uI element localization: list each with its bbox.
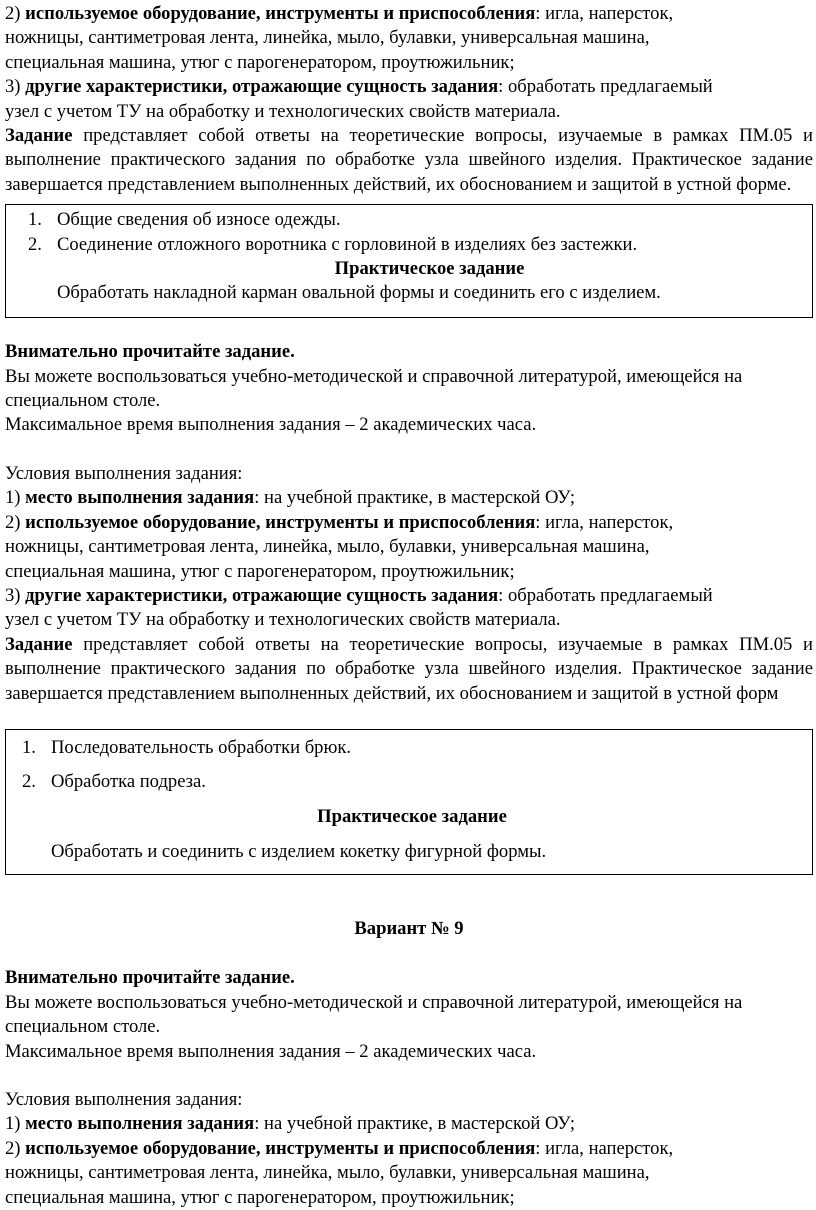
conditions-heading: Условия выполнения задания: [5, 462, 243, 484]
question-list [22, 736, 802, 795]
condition-equipment-line3: специальная машина, утюг с парогенератором, проутюжильник; [5, 1186, 515, 1208]
instructions-block-2 [5, 340, 813, 706]
variant-9 [5, 917, 813, 1210]
condition-characteristics: 3) другие характеристики, отражающие сущность задания: обработать предлагаемый [5, 76, 713, 98]
document-page [5, 2, 813, 1210]
list-item: 2. Соединение отложного воротника с горловиной в изделиях без застежки. [28, 233, 638, 255]
literature-note: Вы можете воспользоваться учебно-методической и справочной литературой, имеющейся на [5, 991, 743, 1013]
task-box-1 [5, 204, 813, 318]
time-limit: Максимальное время выполнения задания – 2 академических часа. [5, 1040, 537, 1062]
task-box-2 [5, 729, 813, 875]
condition-characteristics-line2: узел с учетом ТУ на обработку и технологических свойств материала. [5, 609, 561, 631]
condition-equipment-line2: ножницы, сантиметровая лента, линейка, мыло, булавки, универсальная машина, [5, 27, 650, 49]
task-description: Задание представляет собой ответы на теоретические вопросы, изучаемые в рамках ПМ.05 и выполнение практического задания по обработке узла швейного изделия. Практическое задание завершается представлением выполненных действий, их обоснованием и защитой в устной форм [5, 633, 813, 704]
variant-title: Вариант № 9 [354, 917, 464, 939]
question-list [28, 208, 802, 257]
literature-note: Вы можете воспользоваться учебно-методической и справочной литературой, имеющейся на [5, 365, 743, 387]
practical-task-text: Обработать накладной карман овальной формы и соединить его с изделием. [57, 282, 661, 304]
conditions-block-1 [5, 2, 813, 197]
condition-equipment-line2: ножницы, сантиметровая лента, линейка, мыло, булавки, универсальная машина, [5, 1162, 650, 1184]
condition-equipment-line3: специальная машина, утюг с парогенератором, проутюжильник; [5, 51, 515, 73]
condition-equipment: 2) используемое оборудование, инструменты и приспособления: игла, наперсток, [5, 511, 674, 533]
attention-heading: Внимательно прочитайте задание. [5, 967, 295, 989]
list-item: 1. Последовательность обработки брюк. [22, 736, 352, 758]
condition-equipment-line2: ножницы, сантиметровая лента, линейка, мыло, булавки, универсальная машина, [5, 536, 650, 558]
conditions-heading: Условия выполнения задания: [5, 1088, 243, 1110]
attention-heading: Внимательно прочитайте задание. [5, 341, 295, 363]
list-item: 1. Общие сведения об износе одежды. [28, 209, 341, 231]
condition-equipment: 2) используемое оборудование, инструменты и приспособления: игла, наперсток, [5, 3, 674, 24]
condition-characteristics: 3) другие характеристики, отражающие сущность задания: обработать предлагаемый [5, 584, 713, 606]
task-description: Задание представляет собой ответы на теоретические вопросы, изучаемые в рамках ПМ.05 и выполнение практического задания по обработке узла швейного изделия. Практическое задание завершается представлением выполненных действий, их обоснованием и защитой в устной форме. [5, 125, 813, 195]
practical-task-text: Обработать и соединить с изделием кокетку фигурной формы. [51, 841, 547, 863]
condition-characteristics-line2: узел с учетом ТУ на обработку и технологических свойств материала. [5, 100, 561, 122]
condition-equipment: 2) используемое оборудование, инструменты и приспособления: игла, наперсток, [5, 1137, 674, 1159]
practical-task-heading: Практическое задание [317, 805, 507, 827]
literature-note-line2: специальном столе. [5, 1016, 161, 1038]
condition-place: 1) место выполнения задания: на учебной практике, в мастерской ОУ; [5, 1113, 576, 1135]
condition-place: 1) место выполнения задания: на учебной практике, в мастерской ОУ; [5, 487, 576, 509]
practical-task-heading: Практическое задание [334, 258, 525, 280]
literature-note-line2: специальном столе. [5, 390, 161, 412]
time-limit: Максимальное время выполнения задания – 2 академических часа. [5, 414, 537, 436]
condition-equipment-line3: специальная машина, утюг с парогенератором, проутюжильник; [5, 560, 515, 582]
list-item: 2. Обработка подреза. [22, 771, 206, 793]
